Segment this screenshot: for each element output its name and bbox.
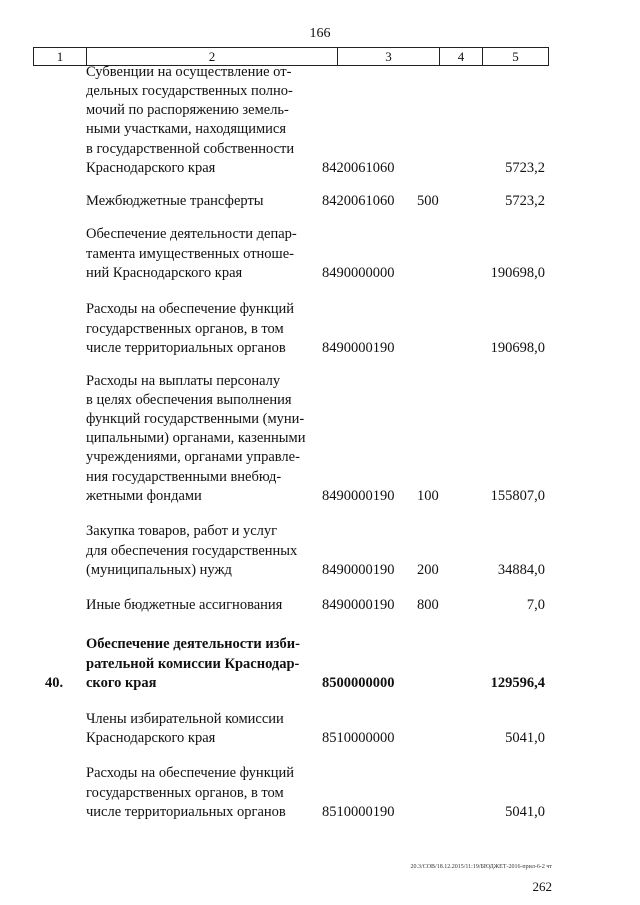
- description-line: Расходы на выплаты персоналу: [86, 372, 281, 389]
- row-description: [86, 710, 318, 748]
- row-description: [86, 522, 318, 580]
- description-line: Межбюджетные трансферты: [86, 192, 264, 209]
- table-row: [0, 301, 640, 358]
- description-line: для обеспечения государственных: [86, 542, 298, 559]
- expense-type: 800: [417, 596, 439, 613]
- amount: 7,0: [526, 596, 545, 613]
- header-col-5: 5: [512, 49, 519, 64]
- row-description: [86, 635, 318, 693]
- description-line: в целях обеспечения выполнения: [86, 391, 292, 408]
- table-row: [0, 226, 640, 283]
- description-line: ского края: [86, 674, 157, 691]
- description-line: Обеспечение деятельности изби-: [86, 636, 300, 653]
- expense-type: 200: [417, 561, 439, 578]
- target-code: 8490000190: [322, 339, 395, 356]
- description-line: дельных государственных полно-: [86, 82, 293, 99]
- description-line: государственных органов, в том: [86, 784, 284, 801]
- row-description: [86, 372, 318, 506]
- header-col-1: 1: [34, 48, 87, 65]
- description-line: функций государственными (муни-: [86, 410, 305, 427]
- page-number-top: 166: [309, 26, 331, 41]
- table-row: [0, 192, 640, 211]
- description-line: числе территориальных органов: [86, 803, 286, 820]
- row-description: [86, 63, 318, 178]
- target-code: 8420061060: [322, 159, 395, 176]
- description-line: (муниципальных) нужд: [86, 561, 232, 578]
- description-line: Субвенции на осуществление от-: [86, 63, 292, 80]
- header-col-4: 4: [440, 48, 483, 65]
- expense-type: 500: [417, 192, 439, 209]
- table-row: [0, 636, 640, 693]
- amount: 5723,2: [505, 159, 545, 176]
- table-row: [0, 523, 640, 580]
- table-row: [0, 710, 640, 748]
- amount: 190698,0: [490, 339, 545, 356]
- description-line: тамента имущественных отноше-: [86, 245, 294, 262]
- description-line: рательной комиссии Краснодар-: [86, 655, 300, 672]
- table-row: [0, 63, 640, 178]
- amount: 190698,0: [490, 264, 545, 281]
- amount: 129596,4: [490, 674, 545, 691]
- description-line: Расходы на обеспечение функций: [86, 301, 295, 318]
- target-code: 8420061060: [322, 192, 395, 209]
- target-code: 8500000000: [322, 674, 395, 691]
- amount: 5041,0: [505, 803, 545, 820]
- description-line: Обеспечение деятельности депар-: [86, 226, 297, 243]
- target-code: 8490000190: [322, 561, 395, 578]
- target-code: 8510000000: [322, 729, 395, 746]
- description-line: жетными фондами: [86, 487, 202, 504]
- description-line: Члены избирательной комиссии: [86, 710, 284, 727]
- amount: 5723,2: [505, 192, 545, 209]
- target-code: 8490000190: [322, 596, 395, 613]
- target-code: 8490000000: [322, 264, 395, 281]
- page-number-bottom: 262: [532, 879, 552, 894]
- row-description: [86, 596, 318, 615]
- description-line: ний Краснодарского края: [86, 264, 243, 281]
- description-line: учреждениями, органами управле-: [86, 449, 300, 466]
- description-line: Краснодарского края: [86, 159, 216, 176]
- amount: 155807,0: [490, 487, 545, 504]
- row-description: [86, 764, 318, 822]
- target-code: 8490000190: [322, 487, 395, 504]
- footer-document-code: 20.3/СОВ/18.12.2015/11:19/БЮДЖЕТ-2016-прил-6-2 чт: [410, 864, 552, 870]
- description-line: ными участками, находящимися: [86, 121, 286, 138]
- row-number: 40.: [45, 674, 64, 691]
- row-description: [86, 300, 318, 358]
- description-line: Краснодарского края: [86, 729, 216, 746]
- header-col-3: 3: [338, 48, 440, 65]
- description-line: Расходы на обеспечение функций: [86, 765, 295, 782]
- amount: 5041,0: [505, 729, 545, 746]
- description-line: мочий по распоряжению земель-: [86, 102, 289, 119]
- table-row: [0, 765, 640, 822]
- row-description: [86, 192, 318, 211]
- target-code: 8510000190: [322, 803, 395, 820]
- description-line: Закупка товаров, работ и услуг: [86, 523, 278, 540]
- expense-type: 100: [417, 487, 439, 504]
- description-line: в государственной собственности: [86, 140, 295, 157]
- description-line: ния государственными внебюд-: [86, 468, 282, 485]
- amount: 34884,0: [497, 561, 545, 578]
- description-line: ципальными) органами, казенными: [86, 430, 306, 447]
- description-line: Иные бюджетные ассигнования: [86, 596, 283, 613]
- description-line: числе территориальных органов: [86, 339, 286, 356]
- table-row: [0, 372, 640, 506]
- row-description: [86, 225, 318, 283]
- description-line: государственных органов, в том: [86, 320, 284, 337]
- table-row: [0, 596, 640, 615]
- header-col-2: 2: [87, 48, 338, 65]
